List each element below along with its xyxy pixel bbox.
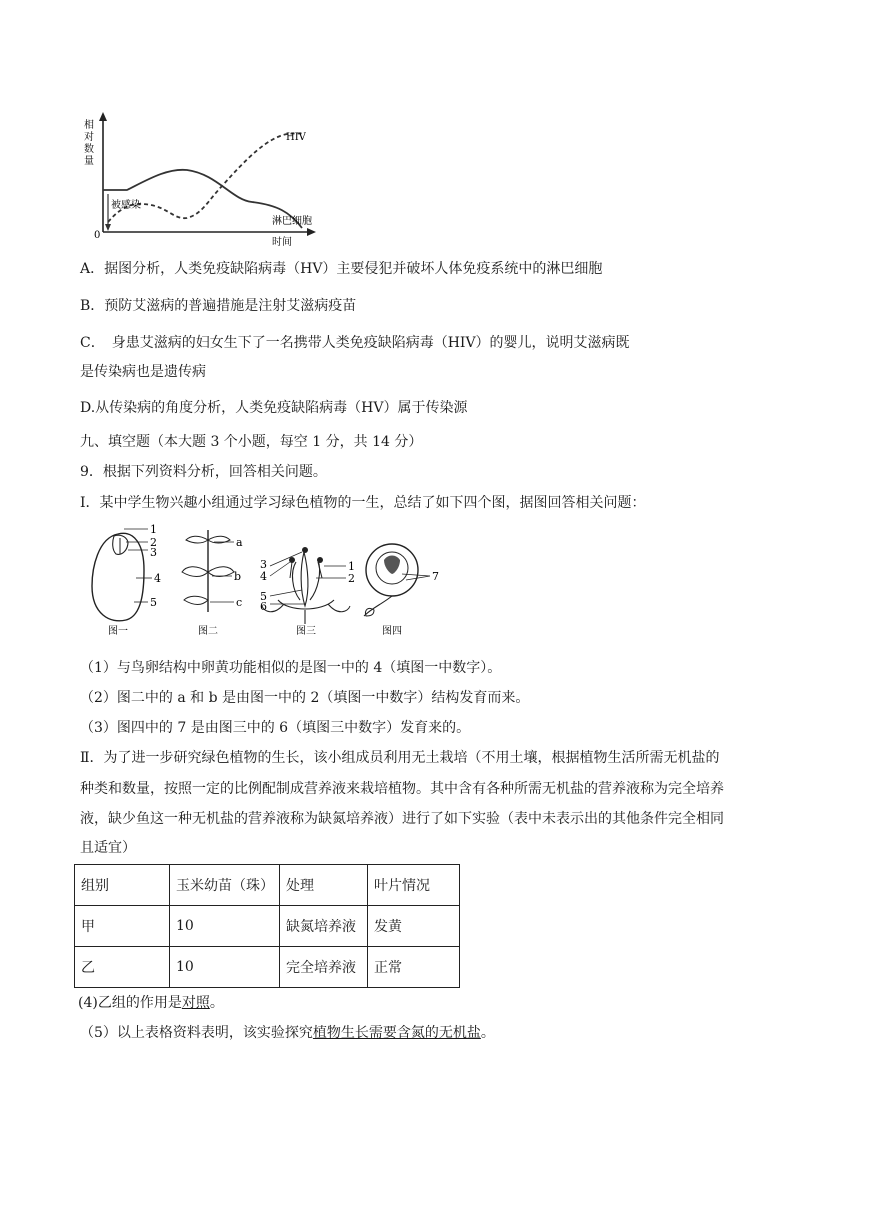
x-axis-label: 时间 xyxy=(272,237,292,248)
fig4-caption: 图四 xyxy=(382,626,402,637)
answer-4-prefix: (4)乙组的作用是 xyxy=(78,995,182,1011)
table-header-row xyxy=(75,865,460,906)
table-cell: 甲 xyxy=(75,906,170,947)
hiv-lymphocyte-graph xyxy=(72,108,332,248)
answer-5-prefix: （5）以上表格资料表明，该实验探究 xyxy=(80,1025,313,1041)
answer-4-fill: 对照 xyxy=(181,995,210,1011)
table-header-cell: 玉米幼苗（珠） xyxy=(170,865,280,906)
y-axis-label-3: 数 xyxy=(84,144,94,155)
answer-4-suffix: 。 xyxy=(209,995,224,1011)
table-cell: 10 xyxy=(170,906,280,947)
table-header-cell: 处理 xyxy=(280,865,368,906)
answer-4 xyxy=(78,993,224,1013)
table-cell: 正常 xyxy=(368,947,460,988)
figure-1-seed xyxy=(92,523,161,637)
table-cell: 10 xyxy=(170,947,280,988)
fig3-num-2: 2 xyxy=(348,572,355,585)
section-heading: 九、填空题（本大题 3 个小题，每空 1 分，共 14 分） xyxy=(80,434,423,450)
fig3-num-5: 5 xyxy=(260,590,267,603)
option-a: A．据图分析，人类免疫缺陷病毒（HV）主要侵犯并破坏人体免疫系统中的淋巴细胞 xyxy=(80,261,603,277)
fig1-num-4: 4 xyxy=(154,572,161,585)
fig1-num-2: 2 xyxy=(150,536,157,549)
table-cell: 缺氮培养液 xyxy=(280,906,368,947)
table-header-cell: 组别 xyxy=(75,865,170,906)
question-9: 9．根据下列资料分析，回答相关问题。 xyxy=(80,464,327,480)
fig1-num-1: 1 xyxy=(150,523,157,536)
fig1-caption: 图一 xyxy=(108,626,128,637)
answer-5 xyxy=(80,1023,495,1043)
y-axis-label-1: 相 xyxy=(84,120,94,131)
option-d: D.从传染病的角度分析，人类免疫缺陷病毒（HV）属于传染源 xyxy=(80,400,468,416)
fig3-num-4: 4 xyxy=(260,570,267,583)
figure-2-seedling xyxy=(182,530,243,637)
part-2-line-2: 种类和数量，按照一定的比例配制成营养液来栽培植物。其中含有各种所需无机盐的营养液称为完全培养 xyxy=(80,781,724,797)
fig1-num-5: 5 xyxy=(150,596,157,609)
table-cell: 发黄 xyxy=(368,906,460,947)
fig2-letter-b: b xyxy=(234,570,242,583)
fig2-letter-a: a xyxy=(236,536,243,549)
fig3-num-1: 1 xyxy=(348,560,355,573)
lymphocyte-label: 淋巴细胞 xyxy=(272,216,312,227)
fig2-letter-c: c xyxy=(236,596,243,609)
y-axis-label-2: 对 xyxy=(84,132,94,143)
fig3-caption: 图三 xyxy=(296,626,316,637)
figure-3-flower xyxy=(260,547,355,637)
table-cell: 乙 xyxy=(75,947,170,988)
table-cell: 完全培养液 xyxy=(280,947,368,988)
infected-label: 被感染 xyxy=(111,200,141,211)
fig4-num-7: 7 xyxy=(432,570,439,583)
plant-figures xyxy=(78,520,438,640)
fig1-num-3: 3 xyxy=(150,546,157,559)
option-c-line1: C． 身患艾滋病的妇女生下了一名携带人类免疫缺陷病毒（HIV）的婴儿，说明艾滋病既 xyxy=(80,335,630,351)
figure-4-fruit xyxy=(364,544,439,637)
experiment-table xyxy=(74,864,460,988)
hiv-label: HIV xyxy=(286,132,306,143)
answer-1: （1）与鸟卵结构中卵黄功能相似的是图一中的 4（填图一中数字）。 xyxy=(80,660,502,676)
fig3-num-6: 6 xyxy=(260,600,267,613)
part-1-intro: I．某中学生物兴趣小组通过学习绿色植物的一生，总结了如下四个图，据图回答相关问题： xyxy=(80,495,646,511)
origin-label: 0 xyxy=(94,230,101,241)
answer-3: （3）图四中的 7 是由图三中的 6（填图三中数字）发育来的。 xyxy=(80,720,471,736)
y-axis-label-4: 量 xyxy=(84,156,94,167)
option-c-line2: 是传染病也是遗传病 xyxy=(80,364,206,380)
option-b: B．预防艾滋病的普遍措施是注射艾滋病疫苗 xyxy=(80,298,357,314)
fig2-caption: 图二 xyxy=(198,626,218,637)
answer-5-fill: 植物生长需要含氮的无机盐 xyxy=(312,1025,481,1041)
table-header-cell: 叶片情况 xyxy=(368,865,460,906)
part-2-line-4: 且适宜） xyxy=(80,840,136,856)
table-row xyxy=(75,906,460,947)
table-row xyxy=(75,947,460,988)
answer-2: （2）图二中的 a 和 b 是由图一中的 2（填图一中数字）结构发育而来。 xyxy=(80,690,530,706)
part-2-line-3: 液，缺少鱼这一种无机盐的营养液称为缺氮培养液）进行了如下实验（表中未表示出的其他条件完全相同 xyxy=(80,811,724,827)
fig3-num-3: 3 xyxy=(260,558,267,571)
answer-5-suffix: 。 xyxy=(480,1025,495,1041)
part-2-line-1: Ⅱ．为了进一步研究绿色植物的生长，该小组成员利用无土栽培（不用土壤，根据植物生活所需无机盐的 xyxy=(80,750,720,766)
